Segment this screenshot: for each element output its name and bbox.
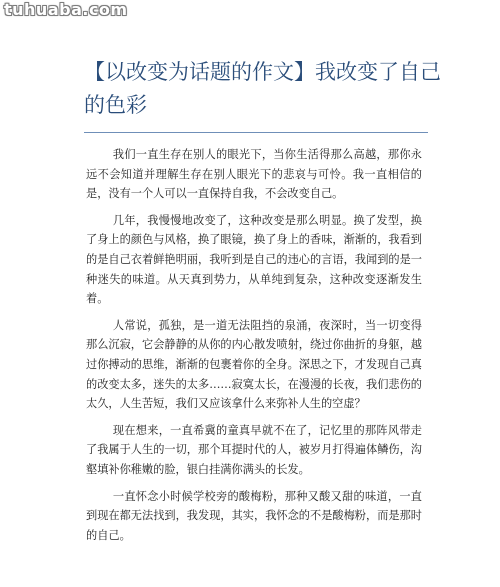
essay-body: [86, 145, 422, 552]
paragraph: 我们一直生存在别人的眼光下，当你生活得那么高越，那你永远不会知道并理解生存在别人眼光下的悲哀与可怜。我一直相信的是，没有一个人可以一直保持自我，不会改变自己。: [86, 148, 422, 201]
paragraph: 现在想来，一直希冀的童真早就不在了，记忆里的那阵风带走了我属于人生的一切，那个耳提时代的人，被岁月打得遍体鳞伤，沟壑填补你稚嫩的脸，银白挂满你满头的长发。: [86, 423, 422, 476]
essay-title: 【以改变为话题的作文】我改变了自己的色彩: [84, 60, 441, 117]
paragraph: 人常说，孤独，是一道无法阻挡的泉涌，夜深时，当一切变得那么沉寂，它会静静的从你的内心散发喷射，绕过你曲折的身躯，越过你搏动的思维，渐渐的包裹着你的全身。深思之下，才发现自己真的改变太多，迷失的太多……寂寞太长，在漫漫的长夜，我们悲伤的太久，人生苦短，我们又应该拿什么来弥补人生的空虚？: [86, 318, 422, 411]
paragraph: 一直怀念小时候学校旁的酸梅粉，那种又酸又甜的味道，一直到现在都无法找到，我发现，其实，我怀念的不是酸梅粉，而是那时的自己。: [86, 489, 422, 542]
site-watermark: tuhuaba.com: [4, 0, 128, 19]
paragraph: 几年，我慢慢地改变了，这种改变是那么明显。换了发型，换了身上的颜色与风格，换了眼镜，换了身上的香味，渐渐的，我看到的是自己衣着鲜艳明丽，我听到是自己的违心的言语，我闻到的是一种迷失的味道。从天真到势力，从单纯到复杂，这种改变逐渐发生着。: [86, 213, 422, 306]
title-divider: [84, 132, 428, 133]
